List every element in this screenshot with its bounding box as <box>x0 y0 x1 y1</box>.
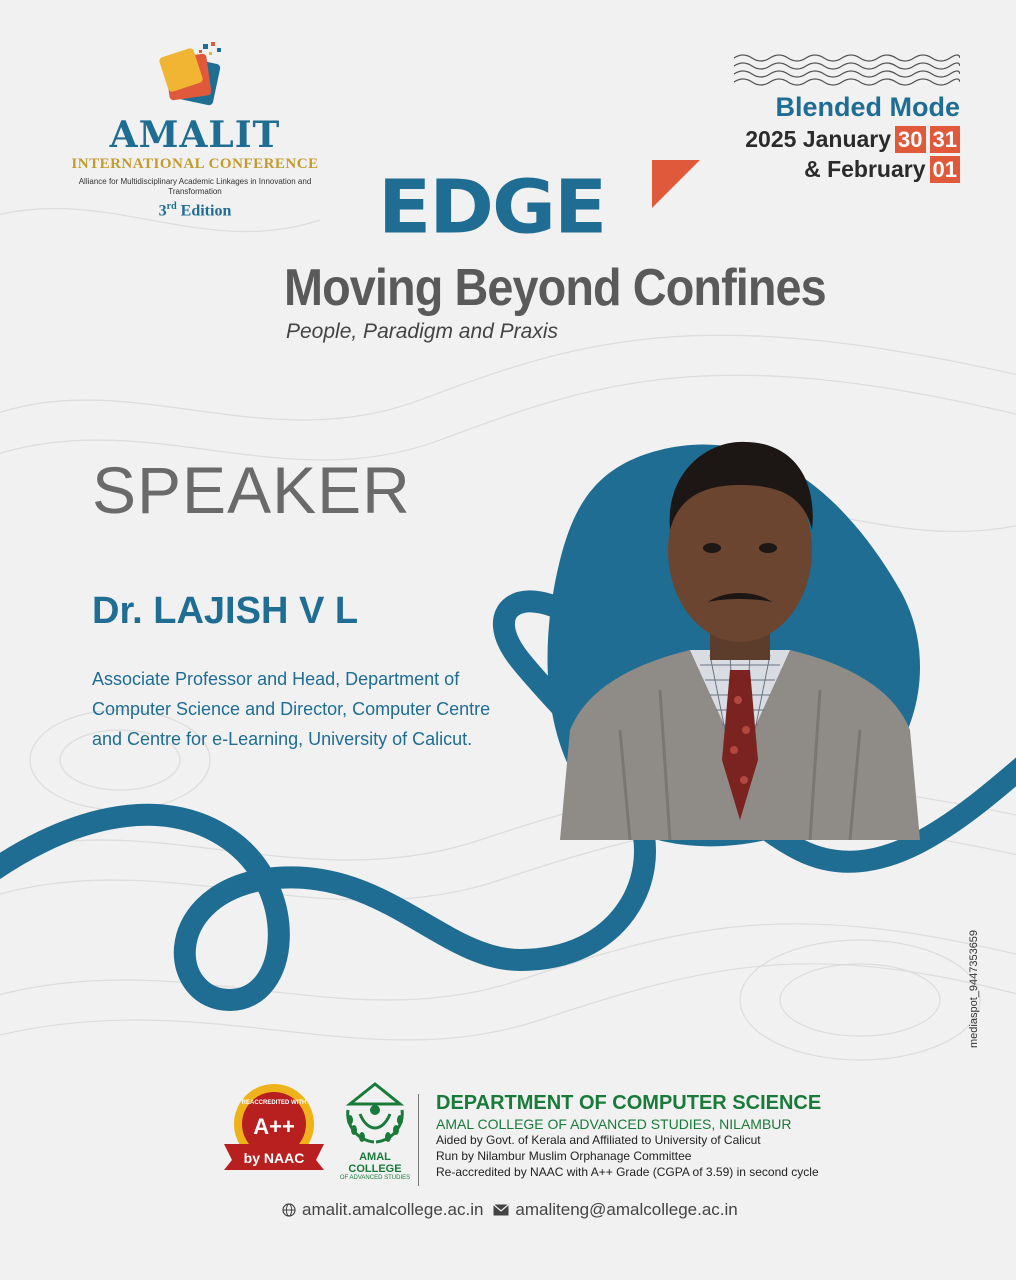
edition-suffix: rd <box>166 201 177 212</box>
date-line-february <box>720 156 960 183</box>
naac-badge-grade: A++ <box>253 1114 295 1139</box>
department-title: DEPARTMENT OF COMPUTER SCIENCE <box>436 1092 822 1114</box>
date-month-february: & February <box>804 156 926 182</box>
edition-word: Edition <box>180 202 232 220</box>
speaker-description-line: Computer Science and Director, Computer Centre <box>92 699 491 719</box>
theme-name: EDGE <box>378 165 606 251</box>
wave-decoration-icon <box>734 52 960 88</box>
date-day-chip: 31 <box>930 126 960 153</box>
books-logo-icon <box>155 40 235 110</box>
globe-icon <box>282 1203 296 1217</box>
edge-accent-mark-icon <box>652 160 702 210</box>
college-logo <box>332 1080 418 1181</box>
watermark-text: mediaspot_9447353659 <box>968 929 980 1048</box>
naac-badge-by: by NAAC <box>243 1150 305 1166</box>
event-mode: Blended Mode <box>775 92 960 122</box>
event-date-block <box>720 52 960 183</box>
date-month-january: 2025 January <box>745 126 892 152</box>
edition-number: 3 <box>158 202 167 220</box>
department-info-line: Aided by Govt. of Kerala and Affiliated to University of Calicut <box>436 1133 761 1147</box>
naac-badge-icon <box>220 1082 328 1174</box>
website-link[interactable]: amalit.amalcollege.ac.in <box>302 1200 484 1219</box>
date-line-january <box>720 126 960 153</box>
college-logo-name: AMAL COLLEGE <box>348 1151 402 1175</box>
theme-subtagline: People, Paradigm and Praxis <box>286 320 558 343</box>
speaker-description-line: and Centre for e-Learning, University of Calicut. <box>92 729 473 749</box>
speaker-name: Dr. LAJISH V L <box>92 590 359 632</box>
edition-label <box>40 201 350 220</box>
college-emblem-icon <box>340 1080 410 1146</box>
speaker-photo <box>560 430 920 840</box>
department-info <box>436 1092 821 1180</box>
email-link[interactable]: amaliteng@amalcollege.ac.in <box>515 1200 738 1219</box>
amalit-logo <box>40 40 350 220</box>
mail-icon <box>493 1204 509 1216</box>
date-day-chip: 01 <box>930 156 960 183</box>
speaker-label: SPEAKER <box>92 453 411 527</box>
college-logo-sub: OF ADVANCED STUDIES <box>339 1175 411 1181</box>
college-name: AMAL COLLEGE OF ADVANCED STUDIES, NILAMBUR <box>436 1116 792 1132</box>
contact-info <box>282 1200 738 1220</box>
department-info-line: Run by Nilambur Muslim Orphanage Committee <box>436 1149 692 1163</box>
footer-divider <box>418 1094 419 1186</box>
amalit-title: AMALIT <box>109 114 281 156</box>
amalit-subtitle: INTERNATIONAL CONFERENCE <box>71 156 319 172</box>
date-day-chip: 30 <box>895 126 925 153</box>
naac-badge-top-text: REACCREDITED WITH <box>241 1100 307 1106</box>
speaker-description-line: Associate Professor and Head, Department of <box>92 669 460 689</box>
amalit-tagline: Alliance for Multidisciplinary Academic Linkages in Innovation and Transformation <box>78 177 312 196</box>
theme-tagline: Moving Beyond Confines <box>284 259 826 317</box>
speaker-description <box>92 664 492 754</box>
department-info-line: Re-accredited by NAAC with A++ Grade (CGPA of 3.59) in second cycle <box>436 1165 819 1179</box>
